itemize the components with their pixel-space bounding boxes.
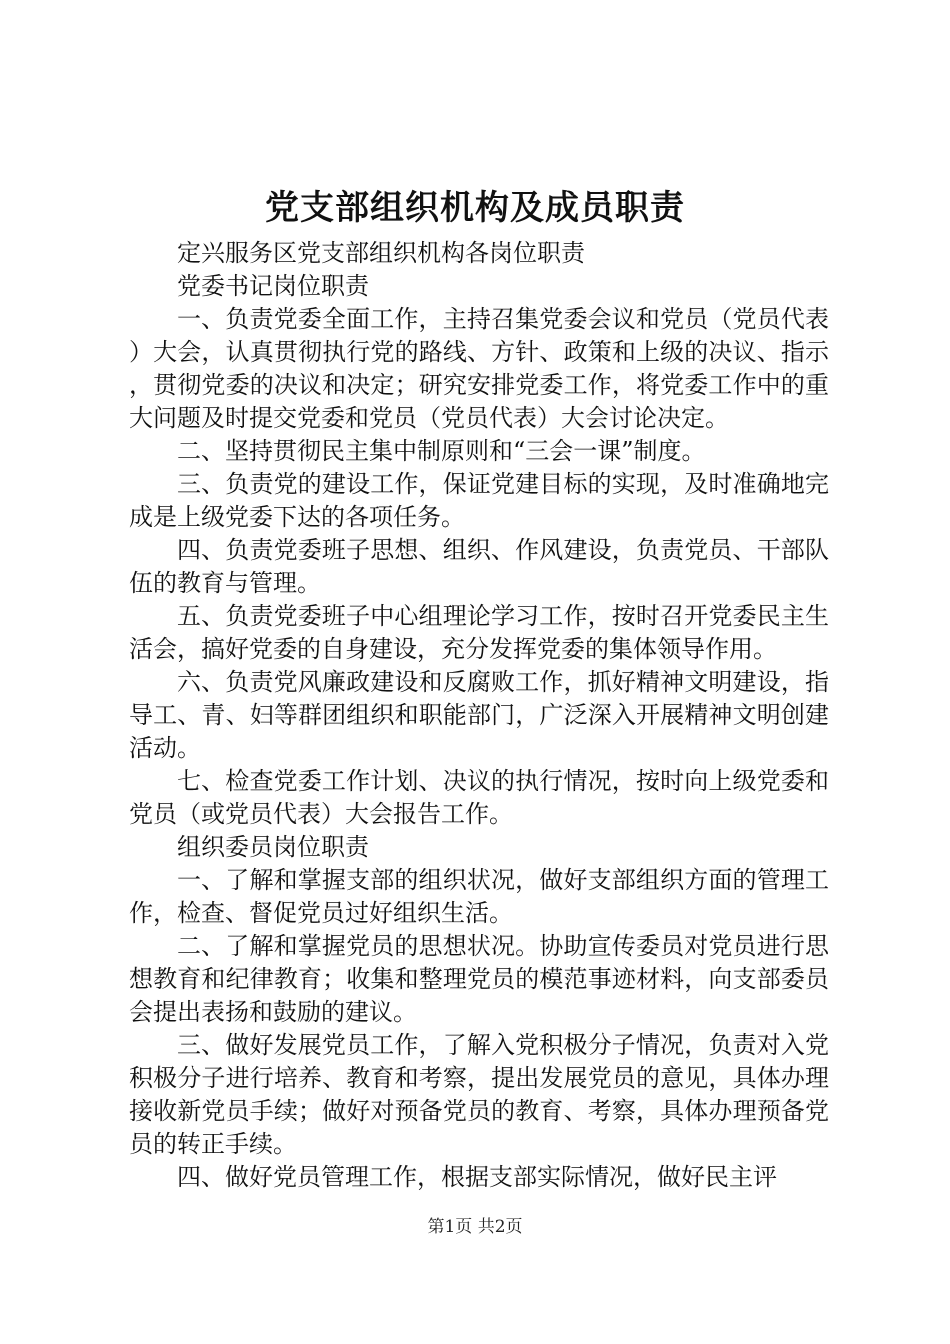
paragraph: 二、了解和掌握党员的思想状况。协助宣传委员对党员进行思想教育和纪律教育；收集和整理党员的模范事迹材料，向支部委员会提出表扬和鼓励的建议。 [129, 932, 829, 1026]
paragraph: 七、检查党委工作计划、决议的执行情况，按时向上级党委和党员（或党员代表）大会报告工作。 [129, 767, 829, 828]
page-number-footer: 第1页 共2页 [427, 1217, 523, 1237]
section-heading-organization: 组织委员岗位职责 [177, 833, 369, 861]
paragraph: 六、负责党风廉政建设和反腐败工作，抓好精神文明建设，指导工、青、妇等群团组织和职能部门，广泛深入开展精神文明创建活动。 [129, 668, 829, 762]
paragraph: 一、了解和掌握支部的组织状况，做好支部组织方面的管理工作，检查、督促党员过好组织生活。 [129, 866, 829, 927]
paragraph: 一、负责党委全面工作，主持召集党委会议和党员（党员代表）大会，认真贯彻执行党的路线、方针、政策和上级的决议、指示，贯彻党委的决议和决定；研究安排党委工作，将党委工作中的重大问题及时提交党委和党员（党员代表）大会讨论决定。 [129, 305, 829, 432]
paragraph: 四、做好党员管理工作，根据支部实际情况，做好民主评 [177, 1163, 777, 1191]
paragraph: 二、坚持贯彻民主集中制原则和“三会一课”制度。 [177, 437, 706, 465]
section-heading-secretary: 党委书记岗位职责 [177, 272, 369, 300]
paragraph: 三、负责党的建设工作，保证党建目标的实现，及时准确地完成是上级党委下达的各项任务。 [129, 470, 829, 531]
paragraph: 五、负责党委班子中心组理论学习工作，按时召开党委民主生活会，搞好党委的自身建设，充分发挥党委的集体领导作用。 [129, 602, 829, 663]
paragraph-heading: 定兴服务区党支部组织机构各岗位职责 [177, 239, 585, 267]
document-body [129, 237, 829, 1194]
document-title: 党支部组织机构及成员职责 [265, 188, 685, 228]
paragraph: 三、做好发展党员工作，了解入党积极分子情况，负责对入党积极分子进行培养、教育和考察，提出发展党员的意见，具体办理接收新党员手续；做好对预备党员的教育、考察，具体办理预备党员的转正手续。 [129, 1031, 829, 1158]
paragraph: 四、负责党委班子思想、组织、作风建设，负责党员、干部队伍的教育与管理。 [129, 536, 829, 597]
